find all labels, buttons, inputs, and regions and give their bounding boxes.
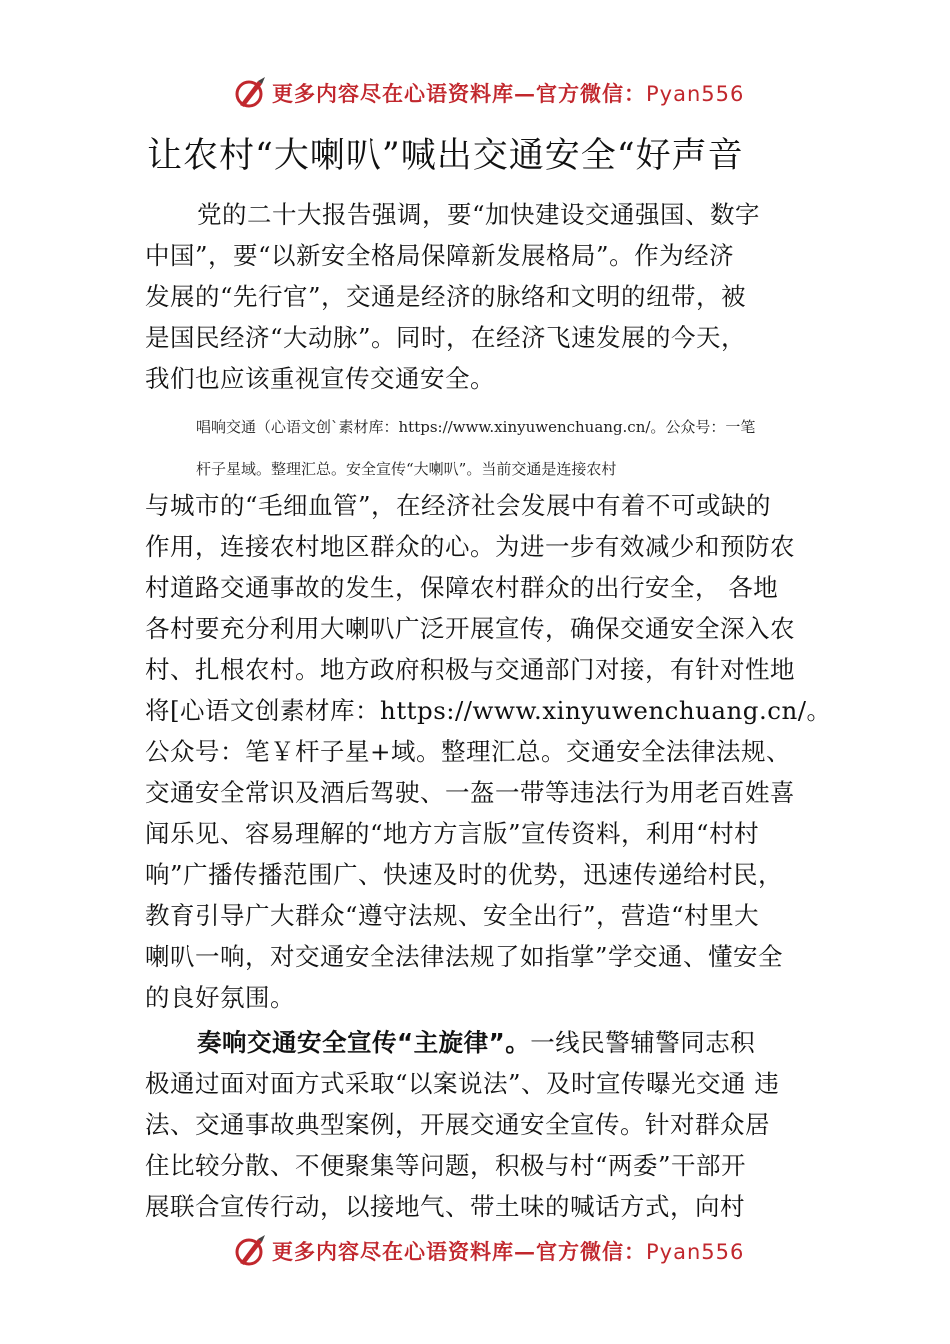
text-line: 是国民经济“大动脉”。同时，在经济飞速发展的今天， xyxy=(145,323,747,352)
text-line: 将[心语文创素材库：https://www.xinyuwenchuang.cn/。 xyxy=(145,696,832,725)
paragraph-2 xyxy=(145,485,832,1018)
text-line: 村道路交通事故的发生，保障农村群众的出行安全， 各地 xyxy=(145,573,779,602)
quill-pen-logo-icon xyxy=(232,75,268,111)
text-line: 极通过面对面方式采取“以案说法”、及时宣传曝光交通 违 xyxy=(145,1069,780,1098)
paragraph-1 xyxy=(145,194,825,399)
text-line: 与城市的“毛细血管”，在经济社会发展中有着不可或缺的 xyxy=(145,491,772,520)
source-note-line: 杆子星域。整理汇总。安全宣传“大喇叭”。当前交通是连接农村 xyxy=(196,460,617,478)
text-line: 法、交通事故典型案例，开展交通安全宣传。针对群众居 xyxy=(145,1110,770,1139)
text-line: 党的二十大报告强调，要“加快建设交通强国、数字 xyxy=(197,200,761,229)
text-line: 中国”，要“以新安全格局保障新发展格局”。作为经济 xyxy=(145,241,735,270)
source-note-line: 唱响交通（心语文创`素材库：https://www.xinyuwenchuang.cn/。公众号：一笔 xyxy=(196,418,756,436)
text-line: 公众号：笔￥杆子星+域。整理汇总。交通安全法律法规、 xyxy=(145,737,792,766)
article-title: 让农村“大喇叭”喊出交通安全“好声音 xyxy=(147,136,744,176)
text-line xyxy=(145,1022,825,1063)
text-line: 展联合宣传行动，以接地气、带土味的喊话方式，向村 xyxy=(145,1192,745,1221)
text-line: 发展的“先行官”，交通是经济的脉络和文明的纽带，被 xyxy=(145,282,747,311)
text-line: 村、扎根农村。地方政府积极与交通部门对接，有针对性地 xyxy=(145,655,795,684)
text-line: 响”广播传播范围广、快速及时的优势，迅速传递给村民， xyxy=(145,860,784,889)
text-line: 教育引导广大群众“遵守法规、安全出行”，营造“村里大 xyxy=(145,901,760,930)
quill-pen-logo-icon xyxy=(232,1233,268,1269)
text-line: 各村要充分利用大喇叭广泛开展宣传，确保交通安全深入农 xyxy=(145,614,795,643)
text-line: 的良好氛围。 xyxy=(145,983,295,1012)
footer-banner xyxy=(232,1231,744,1271)
header-banner xyxy=(232,73,744,113)
lead-continuation: 一线民警辅警同志积 xyxy=(530,1028,756,1057)
paragraph-3 xyxy=(145,1022,825,1227)
section-lead-heading: 奏响交通安全宣传“主旋律”。 xyxy=(197,1028,531,1057)
text-line: 交通安全常识及酒后驾驶、一盔一带等违法行为用老百姓喜 xyxy=(145,778,795,807)
wechat-id: Pyan556 xyxy=(646,1240,745,1264)
text-line: 闻乐见、容易理解的“地方方言版”宣传资料，利用“村村 xyxy=(145,819,760,848)
banner-text: 更多内容尽在心语资料库—官方微信：Pyan556 xyxy=(272,81,745,106)
text-line: 作用，连接农村地区群众的心。为进一步有效减少和预防农 xyxy=(145,532,795,561)
banner-text: 更多内容尽在心语资料库—官方微信：Pyan556 xyxy=(272,1239,745,1264)
wechat-id: Pyan556 xyxy=(646,82,745,106)
text-line: 喇叭一响，对交通安全法律法规了如指掌”学交通、懂安全 xyxy=(145,942,784,971)
text-line: 住比较分散、不便聚集等问题，积极与村“两委”干部开 xyxy=(145,1151,747,1180)
text-line: 我们也应该重视宣传交通安全。 xyxy=(145,364,495,393)
